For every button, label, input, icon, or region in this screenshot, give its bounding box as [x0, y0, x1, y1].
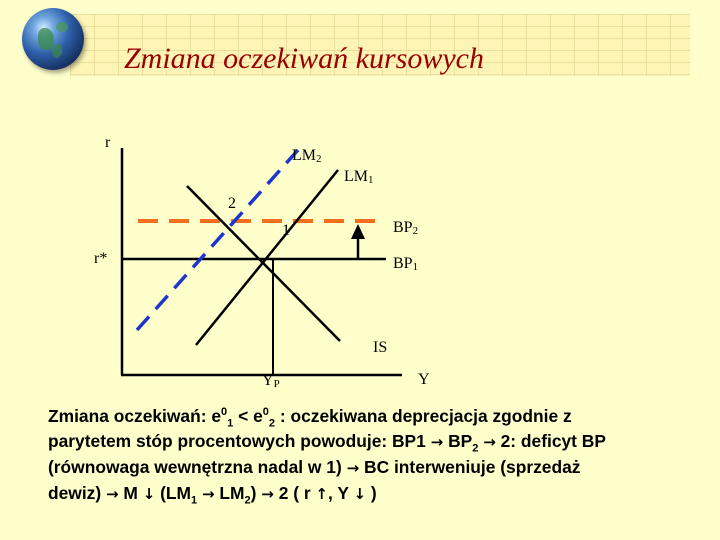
x-axis-label: Y — [418, 371, 430, 388]
arrow-right-icon: → — [483, 433, 496, 451]
arrow-right-icon: → — [430, 433, 444, 451]
arrow-down-icon: ↓ — [142, 485, 156, 503]
arrow-right-icon: → — [261, 485, 274, 503]
lm1-label: LM1 — [344, 168, 374, 186]
r-star-label: r* — [94, 250, 108, 267]
page-title: Zmiana oczekiwań kursowych — [124, 42, 484, 75]
arrow-right-icon: → — [346, 459, 360, 477]
caption-line-4: dewiz) → M ↓ $(LM_1 \to LM_2) \to 2$ ( r ↑, Y ↓ ) — [48, 483, 377, 507]
arrow-up-icon: ↑ — [315, 485, 328, 503]
lm2-label: LM2 — [292, 147, 322, 165]
caption-line-2: parytetem stóp procentowych powoduje: $BP1 \to BP_2 \to 2$: deficyt BP — [48, 431, 606, 455]
yp-label: YP — [262, 372, 280, 390]
arrow-down-icon: ↓ — [353, 485, 367, 503]
point-1-label: 1 — [282, 222, 290, 239]
explanation-text — [48, 404, 714, 507]
point-2-label: 2 — [228, 195, 236, 212]
bp1-label: BP1 — [393, 255, 419, 273]
caption-line-1: Zmiana oczekiwań: $e^0_1 < e^0_2$ : oczekiwana deprecjacja zgodnie z — [48, 406, 572, 430]
caption-line-3: (równowaga wewnętrzna nadal w 1) → BC interweniuje (sprzedaż — [48, 457, 581, 477]
bp2-label: BP2 — [393, 219, 419, 237]
arrow-right-icon: → — [202, 485, 215, 503]
arrow-up-icon — [351, 224, 365, 239]
is-label: IS — [373, 339, 388, 356]
arrow-right-icon: → — [105, 485, 119, 503]
y-axis-label: r — [105, 134, 111, 151]
